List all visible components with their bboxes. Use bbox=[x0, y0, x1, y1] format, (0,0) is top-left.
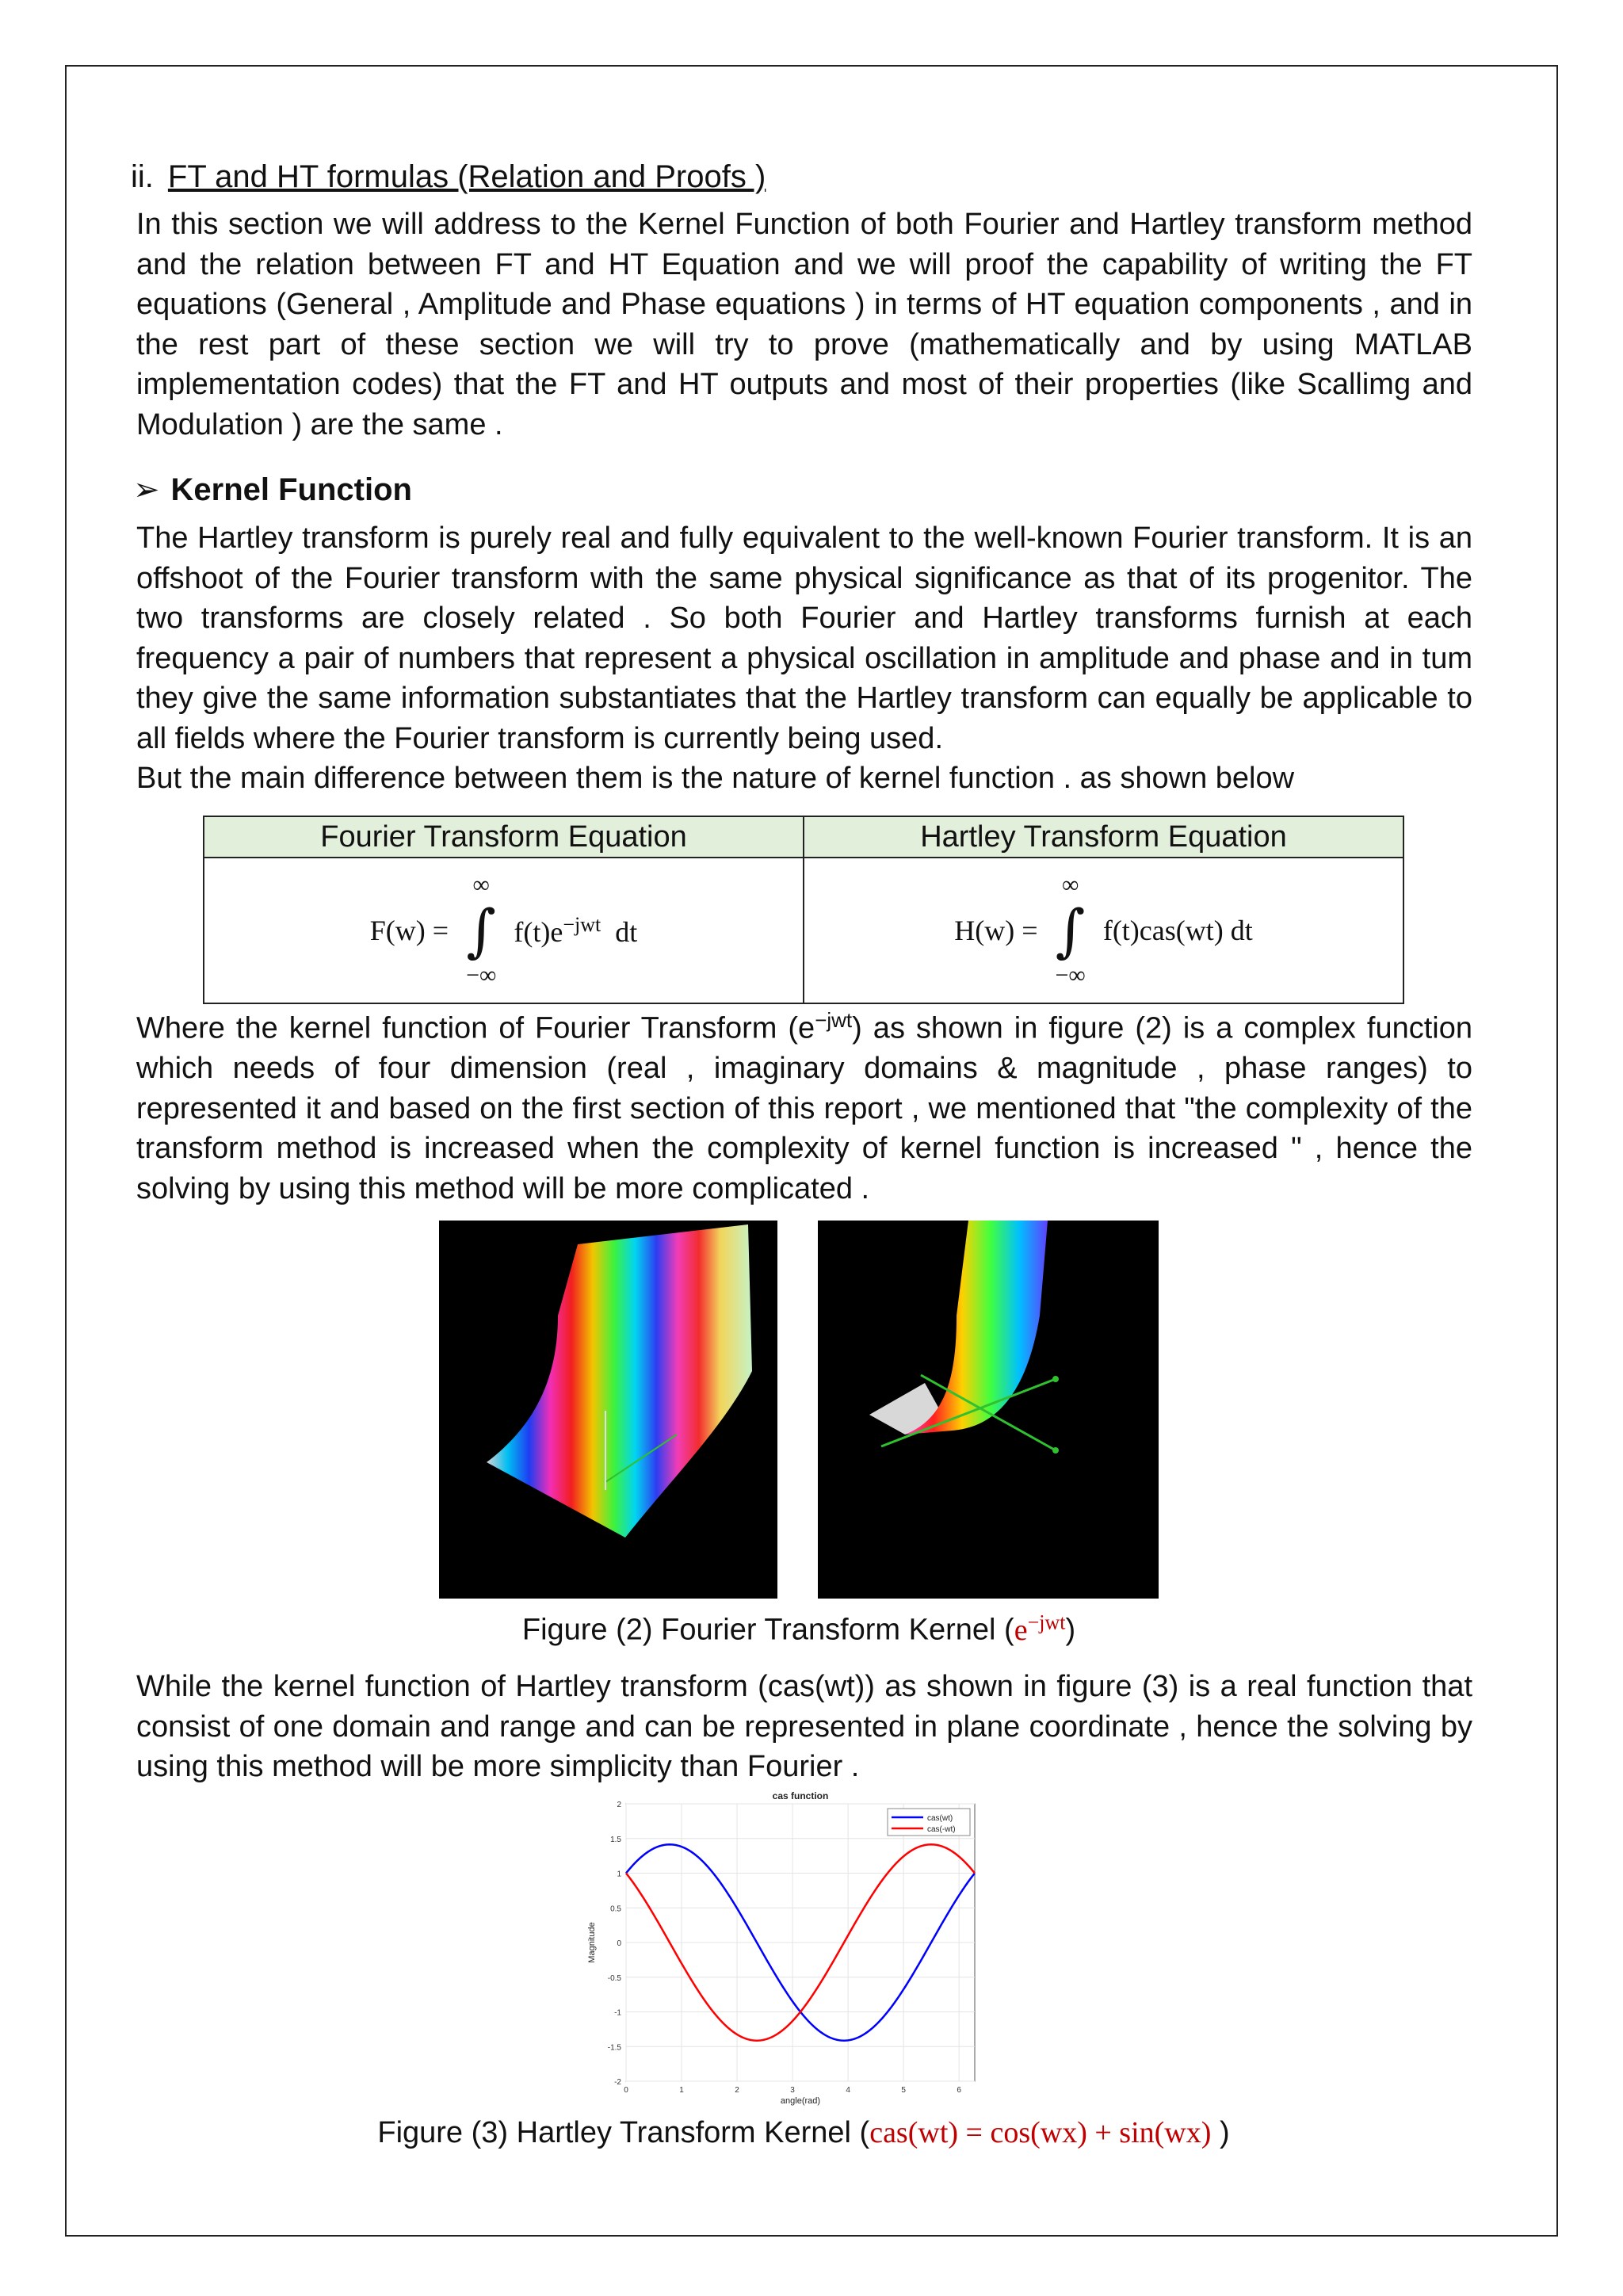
hartley-equation bbox=[954, 872, 1253, 989]
figure2-caption bbox=[439, 1603, 1159, 1650]
fk-text-after: ) as shown in figure (2) is a complex function which needs of four dimension (real , imaginary domains & magnitude , phase ranges) to represented it and based on the first section of this report , we mentioned that "the complexity of the transform method is increased when the complexity of kernel function is increased " , hence the solving by using this method will be more complicated . bbox=[136, 1011, 1472, 1205]
chart-plot bbox=[587, 1790, 975, 2106]
kernel-heading-text: Kernel Function bbox=[170, 472, 412, 507]
hartley-kernel-block bbox=[136, 1667, 1472, 1787]
y-tick-label: 2 bbox=[617, 1801, 621, 1809]
x-tick-label: 5 bbox=[901, 2086, 906, 2095]
integral-icon: ∫ bbox=[1055, 897, 1086, 964]
lower-limit: −∞ bbox=[466, 962, 497, 988]
fourier-surface-3d bbox=[439, 1221, 777, 1599]
section-heading bbox=[131, 155, 766, 198]
y-tick-label: -2 bbox=[614, 2078, 621, 2087]
section-number: ii. bbox=[131, 159, 154, 194]
x-tick-label: 0 bbox=[624, 2086, 628, 2095]
table-header-row bbox=[204, 816, 1403, 858]
integral-sign bbox=[466, 872, 496, 989]
fig3-formula: cas(wt) = cos(wx) + sin(wx) bbox=[869, 2116, 1212, 2149]
fig3-caption-close: ) bbox=[1211, 2116, 1230, 2149]
intro-block bbox=[136, 204, 1472, 445]
kernel-paragraph-2: But the main difference between them is the nature of kernel function . as shown below bbox=[136, 762, 1295, 795]
fourier-integrand-base: f(t)e bbox=[514, 915, 563, 948]
x-tick-label: 1 bbox=[679, 2086, 684, 2095]
hartley-integrand: f(t)cas(wt) dt bbox=[1102, 915, 1253, 946]
table-equation-row bbox=[204, 858, 1403, 1003]
y-axis-label: Magnitude bbox=[587, 1922, 597, 1963]
fourier-kernel-paragraph bbox=[136, 1000, 1472, 1209]
fig2-kernel-exp: −jwt bbox=[1027, 1610, 1066, 1633]
lower-limit: −∞ bbox=[1055, 962, 1086, 988]
kernel-block bbox=[136, 518, 1472, 799]
fourier-header-cell: Fourier Transform Equation bbox=[204, 816, 804, 858]
chart-title: cas function bbox=[772, 1790, 829, 1801]
y-tick-label: -1.5 bbox=[607, 2043, 621, 2053]
integral-sign bbox=[1056, 872, 1086, 989]
hartley-header-cell: Hartley Transform Equation bbox=[804, 816, 1403, 858]
fig3-caption-text: Figure (3) Hartley Transform Kernel ( bbox=[377, 2116, 870, 2149]
y-tick-label: 1 bbox=[617, 1870, 621, 1879]
fk-text-before: Where the kernel function of Fourier Transform (e bbox=[136, 1011, 815, 1045]
x-tick-label: 2 bbox=[735, 2086, 739, 2095]
x-tick-label: 3 bbox=[790, 2086, 795, 2095]
fourier-equation-cell bbox=[204, 858, 804, 1003]
fourier-kernel-block bbox=[136, 1000, 1472, 1209]
kernel-paragraph-1: The Hartley transform is purely real and fully equivalent to the well-known Fourier transform. It is an offshoot of the Fourier transform with the same physical significance as that of its progenitor. The two transforms are closely related . So both Fourier and Hartley transforms furnish at each frequency a pair of numbers that represent a physical oscillation in amplitude and phase and in tum they give the same information substantiates that the Hartley transform can equally be applicable to all fields where the Fourier transform is currently being used. bbox=[136, 521, 1472, 755]
legend-label: cas(-wt) bbox=[927, 1825, 956, 1834]
fourier-kernel-image-2 bbox=[818, 1221, 1159, 1599]
x-tick-label: 6 bbox=[957, 2086, 961, 2095]
equation-table bbox=[203, 816, 1404, 1004]
hartley-equation-cell bbox=[804, 858, 1403, 1003]
fourier-equation bbox=[370, 872, 637, 989]
fig2-kernel bbox=[1014, 1610, 1066, 1647]
fk-exponent: −jwt bbox=[815, 1008, 853, 1032]
y-tick-label: 0 bbox=[617, 1939, 621, 1948]
hartley-lhs: H(w) = bbox=[954, 915, 1038, 946]
y-tick-label: -0.5 bbox=[607, 1973, 621, 1983]
y-tick-label: 0.5 bbox=[610, 1904, 621, 1914]
upper-limit: ∞ bbox=[472, 872, 490, 898]
legend-label: cas(wt) bbox=[927, 1814, 953, 1823]
fig2-kernel-base: e bbox=[1014, 1613, 1028, 1647]
fourier-kernel-image-1 bbox=[439, 1221, 777, 1599]
section-title: FT and HT formulas (Relation and Proofs ) bbox=[167, 159, 766, 194]
fourier-integrand bbox=[514, 913, 637, 949]
cas-function-chart bbox=[579, 1786, 1000, 2116]
figure3-caption bbox=[238, 2113, 1369, 2153]
fourier-lhs: F(w) = bbox=[369, 915, 449, 946]
integral-icon: ∫ bbox=[466, 897, 496, 964]
upper-limit: ∞ bbox=[1061, 872, 1079, 898]
kernel-heading bbox=[133, 468, 412, 512]
fourier-exponent: −jwt bbox=[563, 912, 601, 936]
fig2-caption-text: Figure (2) Fourier Transform Kernel ( bbox=[521, 1613, 1014, 1647]
y-tick-label: -1 bbox=[614, 2008, 621, 2018]
fourier-dt: dt bbox=[615, 915, 638, 948]
fourier-surface-3d-alt bbox=[818, 1221, 1159, 1599]
bullet-arrow-icon: ➢ bbox=[133, 472, 160, 507]
y-tick-label: 1.5 bbox=[610, 1835, 621, 1844]
x-tick-label: 4 bbox=[846, 2086, 850, 2095]
x-axis-label: angle(rad) bbox=[780, 2096, 821, 2106]
hartley-kernel-paragraph: While the kernel function of Hartley transform (cas(wt)) as shown in figure (3) is a real function that consist of one domain and range and can be represented in plane coordinate , hence the solving by using this method will be more simplicity than Fourier . bbox=[136, 1670, 1472, 1783]
intro-paragraph: In this section we will address to the Kernel Function of both Fourier and Hartley transform method and the relation between FT and HT Equation and we will proof the capability of writing the FT equations (General , Amplitude and Phase equations ) in terms of HT equation components , and in the rest part of these section we will try to prove (mathematically and by using MATLAB implementation codes) that the FT and HT outputs and most of their properties (like Scallimg and Modulation ) are the same . bbox=[136, 208, 1472, 441]
fig2-caption-close: ) bbox=[1065, 1613, 1076, 1647]
